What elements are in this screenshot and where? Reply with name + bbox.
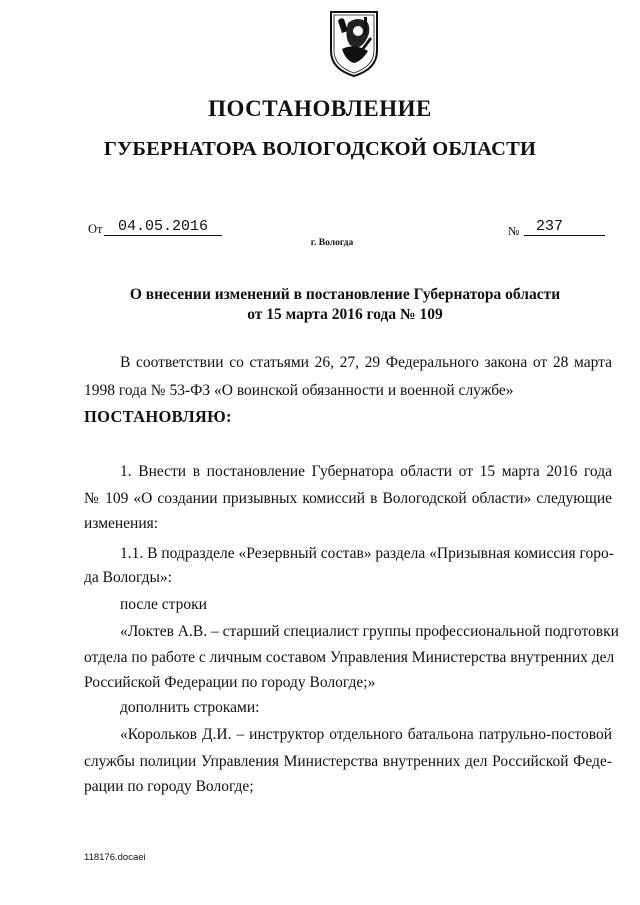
document-subtitle: ГУБЕРНАТОРА ВОЛОГОДСКОЙ ОБЛАСТИ bbox=[103, 138, 537, 160]
coat-of-arms-emblem bbox=[328, 9, 380, 79]
paragraph-line: № 109 «О создании призывных комиссий в Вологодской области» следующие bbox=[84, 490, 612, 507]
paragraph-line: после строки bbox=[120, 596, 207, 613]
city-label: г. Вологда bbox=[310, 238, 354, 248]
document-subject bbox=[0, 285, 640, 325]
paragraph-line: Российской Федерации по городу Вологде;» bbox=[84, 674, 376, 691]
number-label: № bbox=[508, 224, 520, 238]
paragraph-line: да Вологды»: bbox=[84, 569, 172, 586]
paragraph-line: дополнить строками: bbox=[120, 699, 260, 716]
paragraph-line: «Локтев А.В. – старший специалист группы профессиональной подготовки bbox=[120, 623, 619, 640]
paragraph-line: отдела по работе с личным составом Управления Министерства внутренних дел bbox=[84, 649, 615, 666]
preamble-line: В соответствии со статьями 26, 27, 29 Федерального закона от 28 марта bbox=[120, 354, 612, 371]
subject-line: О внесении изменений в постановление Губернатора области bbox=[129, 286, 561, 303]
subject-line: от 15 марта 2016 года № 109 bbox=[247, 306, 443, 323]
paragraph-line: «Корольков Д.И. – инструктор отдельного батальона патрульно-постовой bbox=[120, 726, 612, 743]
date-value: 04.05.2016 bbox=[104, 218, 222, 236]
preamble-line: 1998 года № 53-ФЗ «О воинской обязанности и военной службе» bbox=[84, 382, 514, 399]
file-name: 118176.docaei bbox=[84, 852, 146, 863]
date-label: От bbox=[88, 222, 103, 236]
paragraph-line: 1.1. В подразделе «Резервный состав» раздела «Призывная комиссия горо- bbox=[120, 545, 614, 562]
paragraph-line: рации по городу Вологде; bbox=[84, 778, 254, 795]
paragraph-line: службы полиции Управления Министерства внутренних дел Российской Феде- bbox=[84, 753, 612, 770]
decree-word: ПОСТАНОВЛЯЮ: bbox=[84, 407, 232, 426]
paragraph-line: изменения: bbox=[84, 515, 159, 532]
paragraph-line: 1. Внести в постановление Губернатора области от 15 марта 2016 года bbox=[120, 463, 612, 480]
document-title: ПОСТАНОВЛЕНИЕ bbox=[208, 96, 432, 121]
number-value: 237 bbox=[524, 218, 605, 236]
